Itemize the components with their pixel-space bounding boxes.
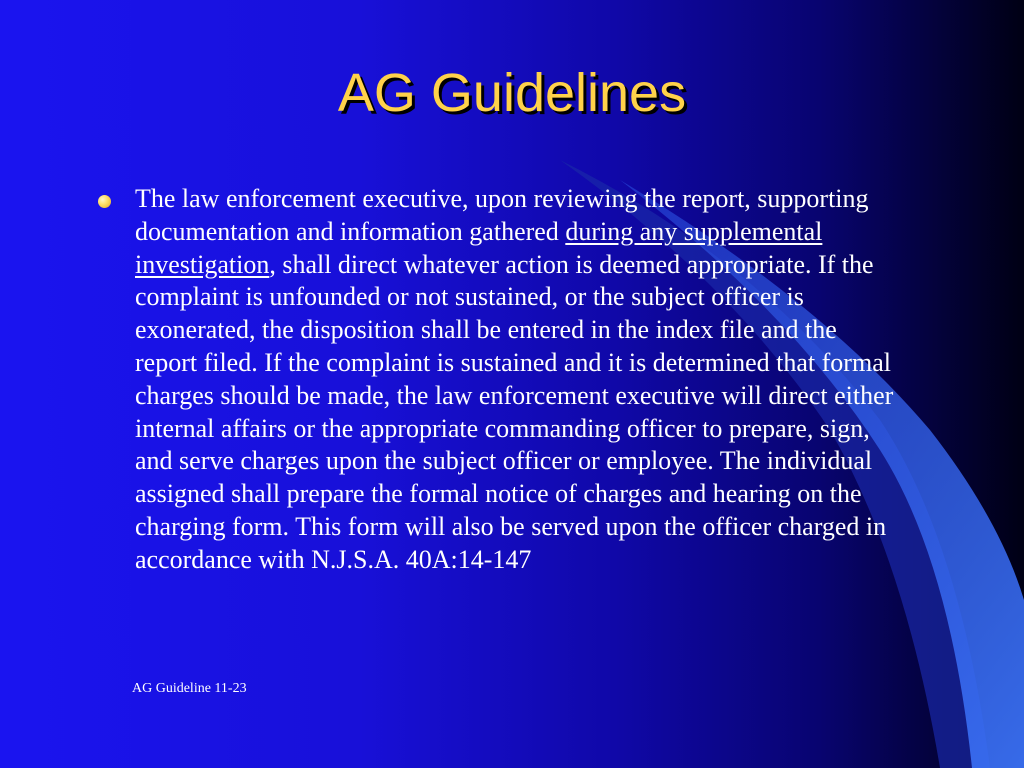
underlined-phrase: during any supplemental investigation [135,216,823,279]
bullet-text-start: The law enforcement executive, upon reviewing the report, supporting documentation and information gathered [135,184,869,246]
bullet-text [98,183,898,577]
bullet-text-end: , shall direct whatever action is deemed appropriate. If the complaint is unfounded or not sustained, or the subject officer is exonerated, the disposition shall be entered in the index file and the report filed. If the complaint is sustained and it is determined that formal charges should be made, the law enforcement executive will direct either internal affairs or the appropriate commanding officer to prepare, sign, and serve charges upon the subject officer or employee. The individual assigned shall prepare the formal notice of charges and hearing on the charging form. This form will also be served upon the officer charged in accordance with N.J.S.A. 40A:14-147 [135,249,894,574]
slide-title: AG Guidelines [337,63,687,123]
bullet-dot-icon [98,195,111,208]
citation: AG Guideline 11-23 [132,681,247,696]
bullet-item [98,183,898,577]
